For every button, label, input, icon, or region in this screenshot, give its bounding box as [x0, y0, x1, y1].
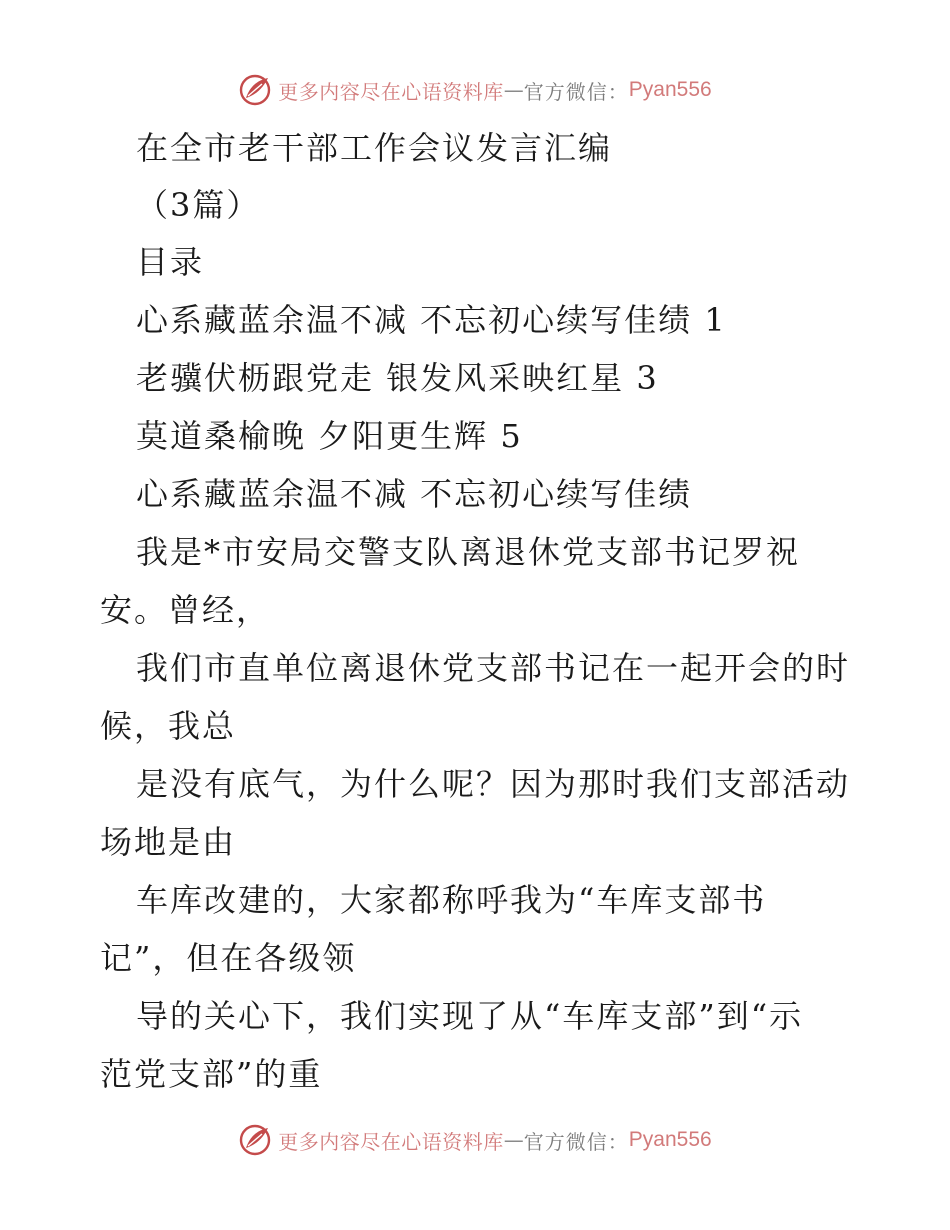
paragraph-line: 场地是由	[100, 823, 237, 861]
toc-item: 心系藏蓝余温不减 不忘初心续写佳绩 1	[136, 301, 727, 339]
toc-item: 老骥伏枥跟党走 银发风采映红星 3	[136, 359, 659, 397]
header-watermark	[0, 70, 950, 110]
watermark-separator: —	[503, 78, 524, 102]
toc-item: 莫道桑榆晚 夕阳更生辉 5	[136, 417, 523, 455]
paragraph-line: 记”，但在各级领	[100, 939, 357, 977]
doc-subtitle: （3篇）	[136, 186, 261, 224]
leaf-pen-logo-icon	[238, 72, 274, 108]
footer-watermark	[0, 1120, 950, 1160]
watermark-slogan: 更多内容尽在心语资料库	[278, 1129, 504, 1154]
leaf-pen-logo-icon	[238, 1122, 274, 1158]
paragraph-line: 候，我总	[100, 707, 237, 745]
paragraph-line: 我们市直单位离退休党支部书记在一起开会的时	[136, 649, 851, 687]
watermark-separator: —	[503, 1128, 524, 1152]
paragraph-line: 我是*市安局交警支队离退休党支部书记罗祝	[136, 533, 801, 571]
paragraph-line: 车库改建的，大家都称呼我为“车库支部书	[136, 881, 767, 919]
section-heading: 心系藏蓝余温不减 不忘初心续写佳绩	[136, 475, 693, 513]
watermark-slogan: 更多内容尽在心语资料库	[278, 79, 504, 104]
watermark-wechat-label: 官方微信：	[523, 1129, 629, 1154]
doc-title: 在全市老干部工作会议发言汇编	[136, 129, 613, 167]
paragraph-line: 导的关心下，我们实现了从“车库支部”到“示	[136, 997, 804, 1035]
watermark-wechat-id: Pyan556	[628, 78, 712, 101]
paragraph-line: 安。曾经，	[100, 591, 271, 629]
watermark-wechat-id: Pyan556	[628, 1128, 712, 1151]
paragraph-line: 是没有底气，为什么呢？因为那时我们支部活动	[136, 765, 851, 803]
paragraph-line: 范党支部”的重	[100, 1055, 323, 1093]
toc-heading: 目录	[136, 243, 205, 281]
watermark-wechat-label: 官方微信：	[523, 79, 629, 104]
